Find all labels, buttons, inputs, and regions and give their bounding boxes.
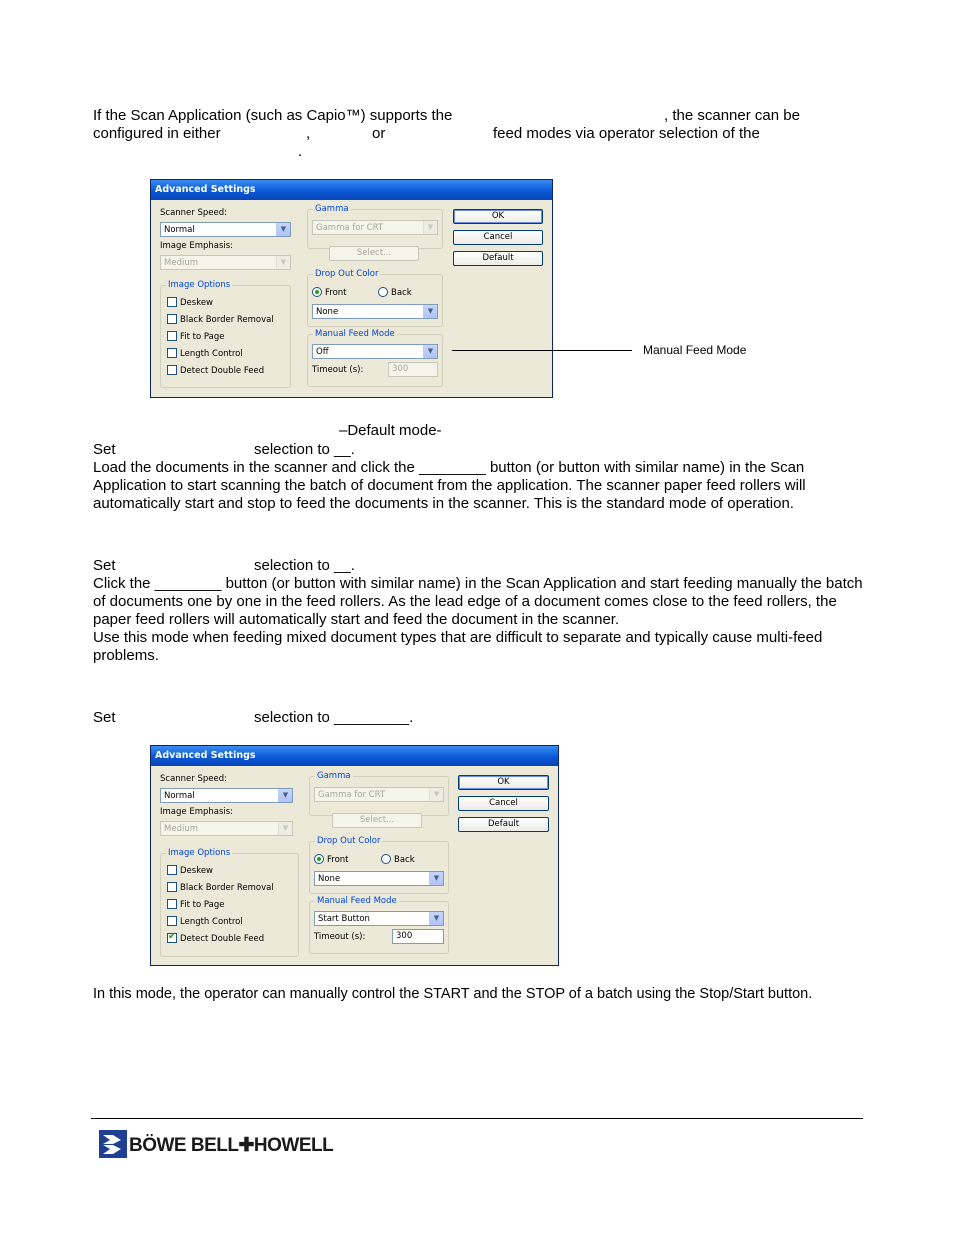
auto-body-1: Click the ________ button (or button with similar name) in the Scan Application and start feeding manually the batch of documents one by one in the feed rollers. As the lead edge of a document comes close to the feed rollers, the paper feed rollers will automatically start and feed the document in the scanner. — [93, 575, 863, 628]
back-label: Back — [394, 855, 415, 865]
scanner-speed-select[interactable] — [160, 788, 293, 803]
detect-double-feed-label: Detect Double Feed — [180, 366, 265, 376]
deskew-label: Deskew — [180, 298, 214, 308]
drop-out-color-label: Drop Out Color — [315, 269, 379, 279]
chevron-down-icon: ▼ — [429, 912, 443, 925]
deskew-label: Deskew — [180, 866, 214, 876]
image-options-group — [160, 280, 291, 388]
intro-line2d: feed modes via operator selection of the — [493, 125, 760, 142]
gamma-group — [307, 204, 443, 249]
front-radio[interactable] — [314, 854, 349, 866]
black-border-checkbox[interactable] — [167, 882, 274, 894]
image-emphasis-label: Image Emphasis: — [160, 241, 234, 251]
scanner-speed-value: Normal — [164, 791, 195, 801]
radio-icon — [312, 287, 322, 297]
gamma-value: Gamma for CRT — [318, 790, 386, 800]
drop-out-color-value: None — [316, 307, 339, 317]
timeout-input[interactable]: 300 — [388, 362, 438, 377]
deskew-checkbox[interactable] — [167, 297, 213, 309]
default-selection-text: selection to __. — [254, 441, 355, 458]
default-set-word: Set — [93, 441, 116, 458]
ok-button[interactable]: OK — [453, 209, 543, 224]
logo-text: BÖWE BELL✚HOWELL — [129, 1135, 334, 1156]
cancel-button[interactable]: Cancel — [453, 230, 543, 245]
length-control-label: Length Control — [180, 349, 243, 359]
drop-out-color-select[interactable] — [312, 304, 438, 319]
back-radio[interactable] — [381, 854, 415, 866]
timeout-label: Timeout (s): — [314, 932, 366, 942]
scanner-speed-label: Scanner Speed: — [160, 774, 227, 784]
default-button[interactable]: Default — [458, 817, 549, 832]
chevron-down-icon: ▼ — [423, 221, 437, 234]
ok-button[interactable]: OK — [458, 775, 549, 790]
gamma-label: Gamma — [315, 204, 349, 214]
scanner-speed-value: Normal — [164, 225, 195, 235]
advanced-settings-dialog-1 — [150, 179, 553, 398]
select-button[interactable]: Select... — [332, 813, 422, 828]
image-emphasis-value: Medium — [164, 824, 198, 834]
chevron-down-icon: ▼ — [429, 872, 443, 885]
detect-double-feed-label: Detect Double Feed — [180, 934, 265, 944]
drop-out-color-value: None — [318, 874, 341, 884]
detect-double-feed-checkbox[interactable] — [167, 365, 264, 377]
timeout-input[interactable]: 300 — [392, 929, 444, 944]
drop-out-color-select[interactable] — [314, 871, 444, 886]
manual-feed-mode-label: Manual Feed Mode — [317, 896, 397, 906]
callout-label: Manual Feed Mode — [643, 343, 747, 357]
timeout-label: Timeout (s): — [312, 365, 364, 375]
bbh-logo-icon — [99, 1130, 127, 1158]
dialog-title: Advanced Settings — [151, 180, 552, 200]
intro-line1a: If the Scan Application (such as Capio™) supports the — [93, 107, 453, 124]
image-options-label: Image Options — [168, 280, 231, 290]
default-button[interactable]: Default — [453, 251, 543, 266]
start-body: In this mode, the operator can manually control the START and the STOP of a batch using the Stop/Start button. — [93, 986, 813, 1002]
intro-line1b: , the scanner can be — [664, 107, 800, 124]
auto-body-2: Use this mode when feeding mixed document types that are difficult to separate and typically cause multi-feed problems. — [93, 629, 823, 664]
chevron-down-icon: ▼ — [278, 822, 292, 835]
radio-icon — [381, 854, 391, 864]
black-border-label: Black Border Removal — [180, 883, 274, 893]
drop-out-color-label: Drop Out Color — [317, 836, 381, 846]
cancel-button[interactable]: Cancel — [458, 796, 549, 811]
black-border-checkbox[interactable] — [167, 314, 274, 326]
chevron-down-icon: ▼ — [276, 256, 290, 269]
checkbox-icon — [167, 365, 177, 375]
manual-feed-mode-select[interactable] — [314, 911, 444, 926]
default-mode-heading: –Default mode- — [339, 422, 442, 439]
deskew-checkbox[interactable] — [167, 865, 213, 877]
checkbox-icon — [167, 348, 177, 358]
checkbox-icon: ✔ — [168, 931, 177, 942]
back-label: Back — [391, 288, 412, 298]
checkbox-icon — [167, 916, 177, 926]
default-body: Load the documents in the scanner and click the ________ button (or button with similar name) in the Scan Application to start scanning the batch of document from the application. The scanner paper feed rollers will automatically start and stop to feed the documents in the scanner. This is the standard mode of operation. — [93, 459, 806, 512]
image-emphasis-select[interactable] — [160, 821, 293, 836]
callout-line — [452, 350, 632, 351]
fit-to-page-checkbox[interactable] — [167, 899, 224, 911]
gamma-select[interactable] — [312, 220, 438, 235]
chevron-down-icon: ▼ — [429, 788, 443, 801]
manual-feed-mode-value: Start Button — [318, 914, 370, 924]
front-label: Front — [327, 855, 349, 865]
length-control-label: Length Control — [180, 917, 243, 927]
start-set-word: Set — [93, 709, 116, 726]
black-border-label: Black Border Removal — [180, 315, 274, 325]
gamma-value: Gamma for CRT — [316, 223, 384, 233]
manual-feed-mode-group — [309, 896, 449, 954]
length-control-checkbox[interactable] — [167, 348, 243, 360]
image-options-label: Image Options — [168, 848, 231, 858]
fit-to-page-label: Fit to Page — [180, 900, 225, 910]
intro-line3: . — [298, 143, 303, 160]
auto-set-word: Set — [93, 557, 116, 574]
radio-icon — [314, 854, 324, 864]
checkbox-icon — [167, 865, 177, 875]
chevron-down-icon: ▼ — [278, 789, 292, 802]
intro-line2c: or — [372, 125, 386, 142]
checkbox-icon — [167, 899, 177, 909]
dialog-title: Advanced Settings — [151, 746, 558, 766]
start-selection-text: selection to _________. — [254, 709, 414, 726]
radio-icon — [378, 287, 388, 297]
intro-line2a: configured in either — [93, 125, 221, 142]
front-label: Front — [325, 288, 347, 298]
image-emphasis-label: Image Emphasis: — [160, 807, 234, 817]
chevron-down-icon: ▼ — [423, 305, 437, 318]
manual-feed-mode-value: Off — [316, 347, 329, 357]
image-emphasis-select[interactable] — [160, 255, 291, 270]
image-options-group — [160, 848, 299, 957]
select-button[interactable]: Select... — [329, 246, 419, 261]
advanced-settings-dialog-2 — [150, 745, 559, 966]
front-radio[interactable] — [312, 287, 347, 299]
back-radio[interactable] — [378, 287, 412, 299]
drop-out-color-group — [309, 836, 449, 894]
auto-selection-text: selection to __. — [254, 557, 355, 574]
scanner-speed-select[interactable] — [160, 222, 291, 237]
checkbox-icon — [167, 331, 177, 341]
fit-to-page-label: Fit to Page — [180, 332, 225, 342]
chevron-down-icon: ▼ — [423, 345, 437, 358]
gamma-select[interactable] — [314, 787, 444, 802]
checkbox-icon — [167, 882, 177, 892]
manual-feed-mode-group — [307, 329, 443, 387]
intro-line2b: , — [306, 125, 311, 142]
scanner-speed-label: Scanner Speed: — [160, 208, 227, 218]
checkbox-icon — [167, 314, 177, 324]
checkbox-icon — [167, 297, 177, 307]
gamma-label: Gamma — [317, 771, 351, 781]
image-emphasis-value: Medium — [164, 258, 198, 268]
chevron-down-icon: ▼ — [276, 223, 290, 236]
manual-feed-mode-select[interactable] — [312, 344, 438, 359]
gamma-group — [309, 771, 449, 816]
length-control-checkbox[interactable] — [167, 916, 243, 928]
footer-rule — [91, 1118, 863, 1119]
drop-out-color-group — [307, 269, 443, 327]
detect-double-feed-checkbox[interactable] — [167, 933, 264, 945]
manual-feed-mode-label: Manual Feed Mode — [315, 329, 395, 339]
fit-to-page-checkbox[interactable] — [167, 331, 224, 343]
